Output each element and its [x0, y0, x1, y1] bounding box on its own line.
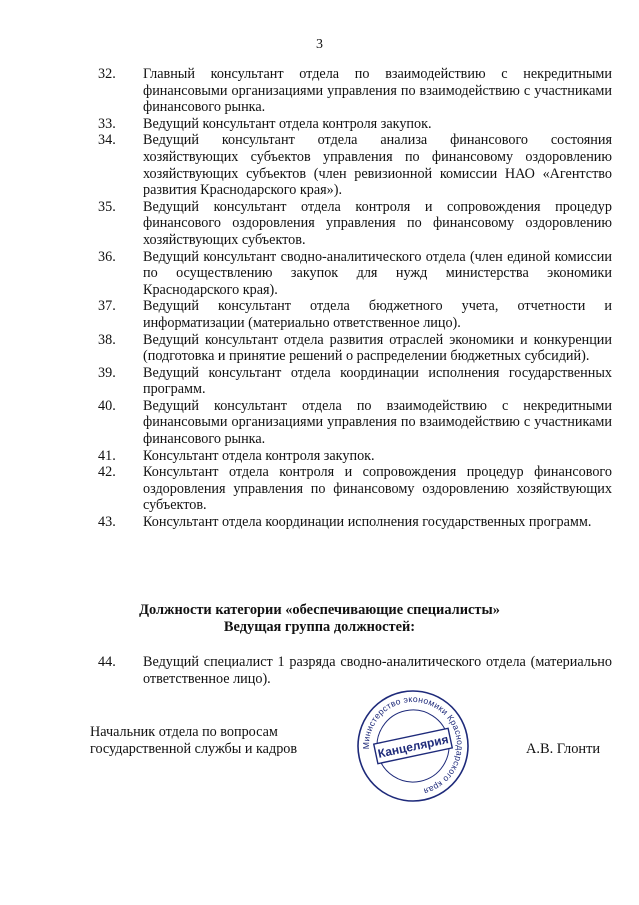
stamp-ring-textpath: Министерство экономики Краснодарского края — [360, 693, 466, 797]
item-number: 34. — [98, 132, 116, 149]
item-number: 44. — [98, 654, 116, 670]
list-item — [96, 448, 612, 465]
item-text: Ведущий консультант отдела контроля и сопровождения процедур финансового оздоровления управления по финансовому оздоровлению хозяйствующих субъектов. — [143, 198, 612, 248]
section-title: Должности категории «обеспечивающие специалисты» — [139, 602, 500, 618]
list-item — [96, 398, 612, 448]
list-item — [96, 654, 612, 687]
item-number: 38. — [98, 331, 116, 348]
list-item — [96, 199, 612, 249]
list-item — [96, 464, 612, 514]
list-item — [96, 66, 612, 116]
item-number: 39. — [98, 364, 116, 381]
item-text: Ведущий консультант сводно-аналитического отдела (член единой комиссии по осуществлению закупок для нужд министерства экономики Краснодарского края). — [143, 248, 612, 298]
item-text: Ведущий консультант отдела по взаимодействию с некредитными финансовыми организациями управления по взаимодействию с участниками финансового рынка. — [143, 397, 612, 448]
item-number: 37. — [98, 298, 116, 315]
item-text: Ведущий консультант отдела координации исполнения государственных программ. — [143, 364, 612, 398]
list-item — [96, 298, 612, 331]
item-text: Консультант отдела контроля закупок. — [143, 447, 375, 464]
item-text: Ведущий консультант отдела развития отраслей экономики и конкуренции (подготовка и принятие решений о распределении бюджетных субсидий). — [143, 331, 612, 365]
item-number: 32. — [98, 66, 116, 82]
section-subtitle: Ведущая группа должностей: — [223, 619, 416, 635]
list-item — [96, 332, 612, 365]
position-list-specialists — [96, 654, 612, 687]
item-text: Главный консультант отдела по взаимодействию с некредитными финансовыми организациями управления по взаимодействию с участниками финансового рынка. — [143, 66, 612, 116]
item-number: 42. — [98, 464, 116, 481]
stamp-center-text: Канцелярия — [376, 732, 450, 761]
item-text: Консультант отдела контроля и сопровождения процедур финансового оздоровления управления по финансовому оздоровлению хозяйствующих субъектов. — [143, 464, 612, 514]
item-text: Ведущий консультант отдела анализа финансового состояния хозяйствующих субъектов управления по финансовому оздоровлению хозяйствующих субъектов (член ревизионной комиссии НАО «Агентство развития Краснодарского края»). — [143, 132, 612, 199]
item-number: 33. — [98, 115, 116, 132]
office-stamp — [355, 688, 471, 804]
signer-name: А.В. Глонти — [526, 741, 601, 757]
list-item — [96, 116, 612, 133]
item-number: 41. — [98, 447, 116, 464]
list-item — [96, 132, 612, 198]
section-header — [0, 602, 639, 636]
item-text: Консультант отдела координации исполнения государственных программ. — [143, 514, 592, 531]
item-number: 36. — [98, 248, 116, 265]
list-item — [96, 514, 612, 531]
item-number: 43. — [98, 514, 116, 531]
signer-position-line: Начальник отдела по вопросам — [90, 724, 278, 740]
item-number: 40. — [98, 397, 116, 414]
signer-position — [90, 724, 297, 758]
list-item — [96, 365, 612, 398]
list-item — [96, 249, 612, 299]
item-text: Ведущий консультант отдела бюджетного учета, отчетности и информатизации (материально ответственное лицо). — [143, 298, 612, 331]
signer-position-line: государственной службы и кадров — [90, 741, 298, 757]
item-text: Ведущий специалист 1 разряда сводно-аналитического отдела (материально ответственное лицо). — [143, 654, 612, 687]
page-number: 3 — [316, 37, 323, 52]
item-number: 35. — [98, 198, 116, 215]
position-list — [96, 66, 612, 531]
item-text: Ведущий консультант отдела контроля закупок. — [143, 115, 432, 132]
